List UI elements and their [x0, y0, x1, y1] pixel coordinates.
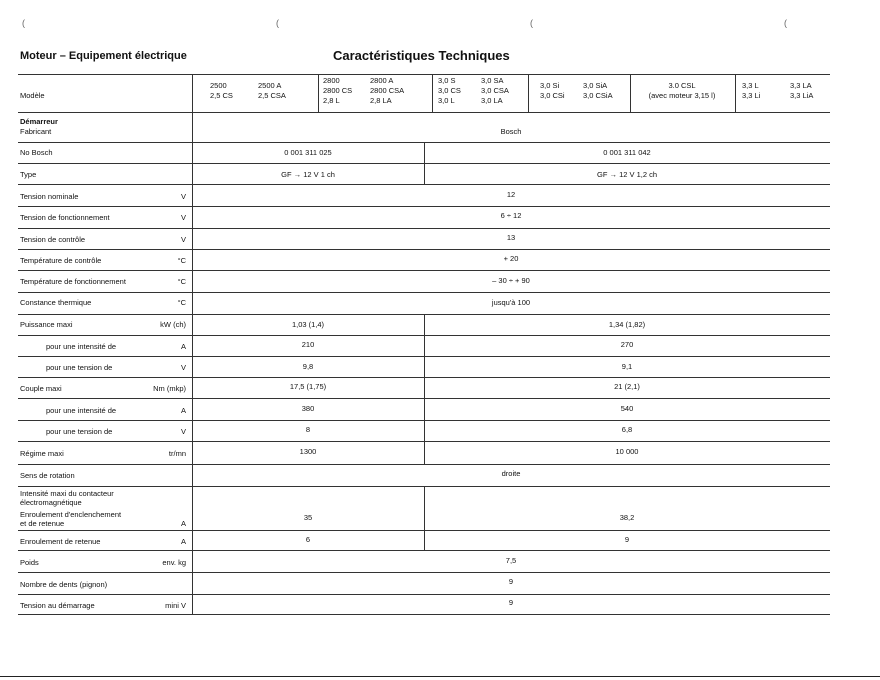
row-unit: V — [180, 213, 186, 222]
row-value-right: 21 (2,1) — [614, 382, 640, 391]
row-value-left: GF → 12 V 1 ch — [281, 170, 335, 179]
header-divider — [735, 74, 736, 112]
row-label: Fabricant — [20, 127, 52, 136]
header-divider — [318, 74, 319, 112]
row-label: Tension de fonctionnement — [20, 213, 110, 222]
row-label: pour une intensité de — [46, 406, 117, 415]
page-title: Caractéristiques Techniques — [333, 48, 510, 63]
row-unit: V — [180, 363, 186, 372]
row-unit: °C — [177, 277, 186, 286]
row-label: Poids — [20, 558, 39, 567]
model-cell: 2800 A 2800 CSA 2,8 LA — [370, 76, 405, 105]
row-rule — [18, 614, 830, 615]
row-unit: V — [180, 192, 186, 201]
row-label: pour une intensité de — [46, 342, 117, 351]
section-title: Moteur – Equipement électrique — [20, 50, 187, 62]
row-unit: V — [180, 427, 186, 436]
row-value-right: GF → 12 V 1,2 ch — [596, 170, 658, 179]
row-value-right: 9,1 — [621, 362, 633, 371]
row-value: 13 — [506, 233, 516, 242]
row-value-left: 380 — [301, 404, 315, 413]
row-rule — [18, 398, 830, 399]
row-value: 9 — [508, 577, 514, 586]
row-value-right: 1,34 (1,82) — [608, 320, 646, 329]
row-value-left: 9,8 — [302, 362, 314, 371]
row-rule — [18, 377, 830, 378]
row-rule — [18, 292, 830, 293]
model-cell: 2800 2800 CS 2,8 L — [323, 76, 353, 105]
header-divider — [630, 74, 631, 112]
row-rule — [18, 486, 830, 487]
row-label: Sens de rotation — [20, 471, 75, 480]
row-value-right: 540 — [620, 404, 634, 413]
row-rule — [18, 206, 830, 207]
row-label: Puissance maxi — [20, 320, 73, 329]
model-cell: 2500 2,5 CS — [210, 81, 233, 100]
row-label: pour une tension de — [46, 363, 113, 372]
model-cell: 3,3 L 3,3 Li — [742, 81, 761, 100]
row-value: – 30 ÷ + 90 — [492, 276, 530, 285]
row-value-right: 0 001 311 042 — [603, 148, 651, 157]
header-divider — [528, 74, 529, 112]
row-unit: °C — [177, 298, 186, 307]
model-cell: 3,0 S 3,0 CS 3,0 L — [438, 76, 461, 105]
model-row-label: Modèle — [20, 91, 45, 100]
row-value-left: 210 — [301, 340, 315, 349]
model-cell: 3,0 SA 3,0 CSA 3,0 LA — [481, 76, 509, 105]
punch-mark: ( — [530, 18, 533, 28]
row-value-left: 1,03 (1,4) — [291, 320, 325, 329]
row-label: Température de fonctionnement — [20, 277, 126, 286]
row-label: Intensité maxi du contacteur — [20, 489, 114, 498]
row-rule — [18, 550, 830, 551]
row-value-left: 8 — [305, 425, 311, 434]
row-value-right: 9 — [624, 535, 630, 544]
row-rule — [18, 314, 830, 315]
row-unit: A — [180, 537, 186, 546]
row-value-left: 0 001 311 025 — [284, 148, 332, 157]
row-value: droite — [501, 469, 521, 478]
row-value: + 20 — [503, 254, 519, 263]
row-value-left: 1300 — [299, 447, 317, 456]
row-value-right: 6,8 — [621, 425, 633, 434]
row-heading: Démarreur — [20, 117, 58, 126]
row-unit: tr/mn — [168, 449, 186, 458]
punch-mark: ( — [22, 18, 25, 28]
row-rule — [18, 184, 830, 185]
model-cell: 3,3 LA 3,3 LiA — [790, 81, 814, 100]
row-rule — [18, 594, 830, 595]
row-rule — [18, 228, 830, 229]
row-unit: A — [180, 342, 186, 351]
row-label: Tension de contrôle — [20, 235, 86, 244]
punch-mark: ( — [784, 18, 787, 28]
row-rule — [18, 530, 830, 531]
header-bottom-rule — [18, 112, 830, 113]
row-rule — [18, 249, 830, 250]
row-value-right: 270 — [620, 340, 634, 349]
row-label: électromagnétique — [20, 498, 82, 507]
row-label: Régime maxi — [20, 449, 64, 458]
row-rule — [18, 270, 830, 271]
header-divider — [432, 74, 433, 112]
model-cell: 2500 A 2,5 CSA — [258, 81, 286, 100]
row-rule — [18, 420, 830, 421]
row-rule — [18, 335, 830, 336]
row-value-right: 10 000 — [615, 447, 639, 456]
row-label: Tension nominale — [20, 192, 79, 201]
row-label: Couple maxi — [20, 384, 62, 393]
row-label: Enroulement de retenue — [20, 537, 101, 546]
page-bottom-edge — [0, 676, 880, 677]
row-unit: A — [180, 406, 186, 415]
model-cell: 3,0 Si 3,0 CSi — [540, 81, 565, 100]
row-unit: V — [180, 235, 186, 244]
model-cell: 3,0 SiA 3,0 CSiA — [583, 81, 613, 100]
row-rule — [18, 464, 830, 465]
row-value-left: 35 — [303, 513, 313, 522]
row-label: Enroulement d'enclenchement — [20, 510, 122, 519]
row-unit: env. kg — [162, 558, 186, 567]
row-value-left: 17,5 (1,75) — [289, 382, 327, 391]
row-value: 12 — [506, 190, 516, 199]
model-cell: 3.0 CSL (avec moteur 3,15 l) — [648, 81, 716, 100]
row-label: Température de contrôle — [20, 256, 102, 265]
row-rule — [18, 163, 830, 164]
row-value: 6 ÷ 12 — [500, 211, 522, 220]
row-value: jusqu'à 100 — [491, 298, 531, 307]
row-unit: kW (ch) — [160, 320, 186, 329]
row-value: Bosch — [500, 127, 522, 136]
row-label: Tension au démarrage — [20, 601, 95, 610]
row-value: 9 — [508, 598, 514, 607]
row-unit: mini V — [165, 601, 186, 610]
row-label: et de retenue — [20, 519, 65, 528]
row-label: pour une tension de — [46, 427, 113, 436]
row-label: Nombre de dents (pignon) — [20, 580, 108, 589]
row-label: Constance thermique — [20, 298, 92, 307]
row-rule — [18, 142, 830, 143]
row-value-right: 38,2 — [619, 513, 635, 522]
table-top-rule — [18, 74, 830, 75]
row-label: No Bosch — [20, 148, 53, 157]
row-value-left: 6 — [305, 535, 311, 544]
row-value: 7,5 — [505, 556, 517, 565]
row-rule — [18, 441, 830, 442]
row-label: Type — [20, 170, 37, 179]
row-unit: °C — [177, 256, 186, 265]
row-rule — [18, 572, 830, 573]
punch-mark: ( — [276, 18, 279, 28]
row-unit: Nm (mkp) — [153, 384, 186, 393]
row-unit: A — [180, 519, 186, 528]
row-rule — [18, 356, 830, 357]
